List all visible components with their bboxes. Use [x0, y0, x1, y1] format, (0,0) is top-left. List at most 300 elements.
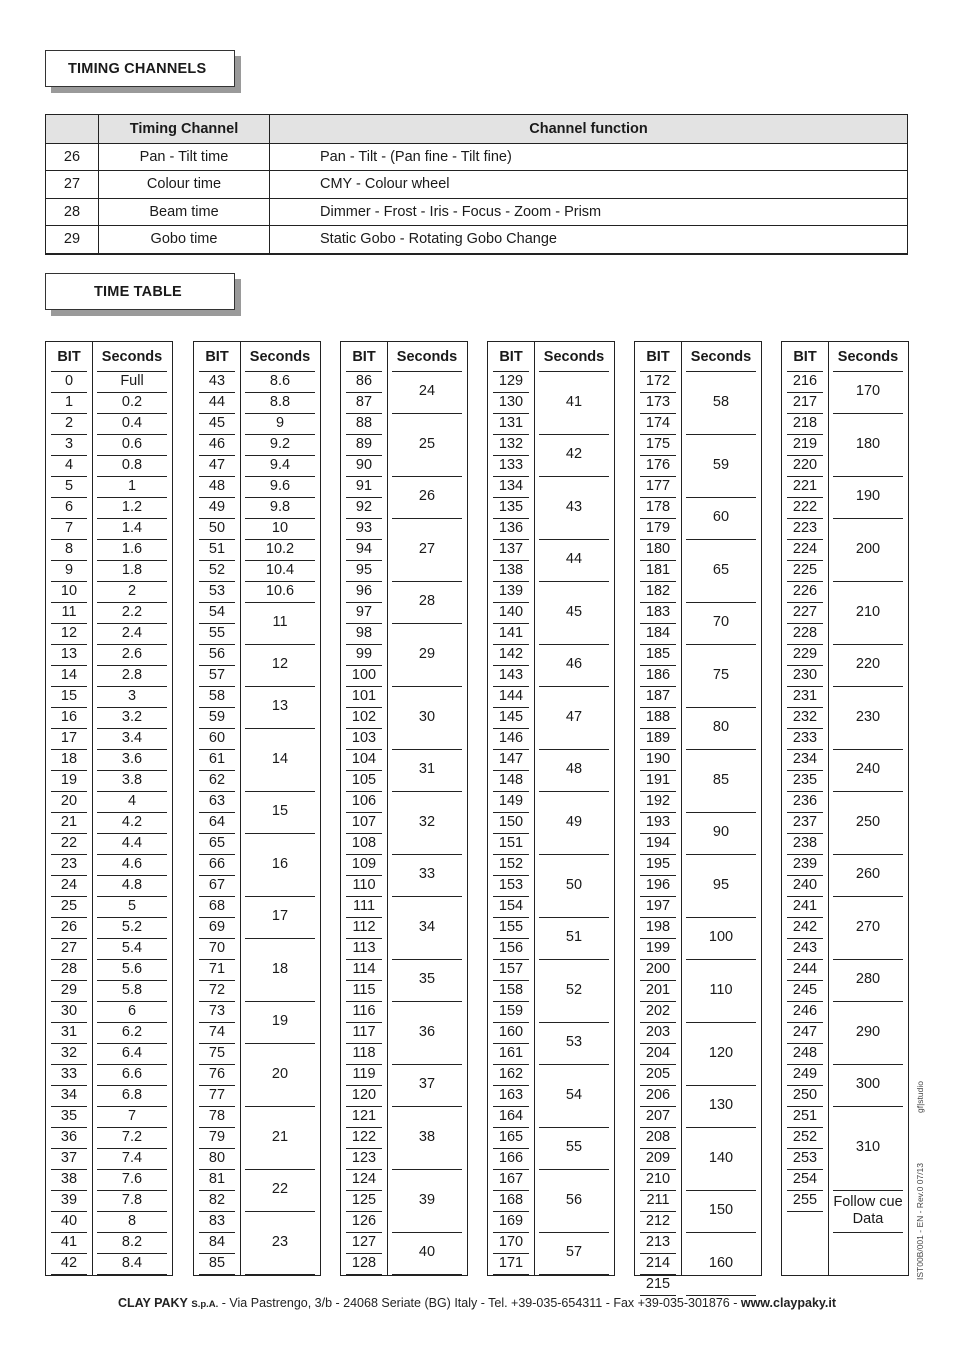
channel-function: Pan - Tilt - (Pan fine - Tilt fine) — [320, 148, 512, 165]
seconds-cell: 1.6 — [121, 540, 143, 557]
bit-cell: 80 — [208, 1149, 226, 1166]
bit-cell: 166 — [498, 1149, 524, 1166]
seconds-cell: 46 — [565, 656, 583, 673]
seconds-cell: 310 — [855, 1139, 881, 1156]
seconds-cell: 57 — [565, 1244, 583, 1261]
bit-cell: 212 — [645, 1212, 671, 1229]
seconds-cell: 100 — [708, 929, 734, 946]
bit-cell: 119 — [352, 1065, 376, 1082]
bit-cell: 117 — [352, 1023, 376, 1040]
bit-cell: 123 — [351, 1149, 377, 1166]
bit-cell: 175 — [645, 435, 671, 452]
seconds-cell: 47 — [565, 708, 583, 725]
bit-cell: 196 — [645, 876, 671, 893]
bit-cell: 59 — [208, 708, 226, 725]
bit-cell: 188 — [645, 708, 671, 725]
seconds-cell: 7.6 — [121, 1170, 143, 1187]
studio-mark: gf|studio — [915, 1081, 925, 1113]
bit-cell: 218 — [792, 414, 818, 431]
bit-cell: 241 — [792, 897, 818, 914]
bit-cell: 7 — [64, 519, 74, 536]
bit-header: BIT — [57, 349, 81, 366]
bit-cell: 203 — [645, 1023, 671, 1040]
bit-cell: 77 — [208, 1086, 226, 1103]
bit-cell: 232 — [792, 708, 818, 725]
bit-cell: 87 — [355, 393, 373, 410]
seconds-cell: 85 — [712, 771, 730, 788]
seconds-cell: Follow cue Data — [833, 1193, 903, 1227]
bit-cell: 227 — [792, 603, 818, 620]
seconds-cell: 21 — [271, 1128, 289, 1145]
bit-cell: 249 — [792, 1065, 818, 1082]
bit-row-rule — [199, 1274, 235, 1275]
bit-cell: 155 — [498, 918, 524, 935]
bit-cell: 121 — [351, 1107, 377, 1124]
seconds-cell: 8.8 — [269, 393, 291, 410]
bit-cell: 12 — [60, 624, 78, 641]
bit-row-rule — [787, 1211, 823, 1212]
bit-cell: 100 — [351, 666, 377, 683]
bit-cell: 162 — [498, 1065, 524, 1082]
seconds-cell: 7.2 — [121, 1128, 143, 1145]
bit-cell: 194 — [645, 834, 671, 851]
bit-cell: 21 — [60, 813, 78, 830]
seconds-cell: 55 — [565, 1139, 583, 1156]
bit-cell: 178 — [645, 498, 671, 515]
bit-cell: 181 — [645, 561, 671, 578]
seconds-header: Seconds — [837, 349, 899, 366]
seconds-cell: 95 — [712, 876, 730, 893]
bit-cell: 4 — [64, 456, 74, 473]
bit-cell: 88 — [355, 414, 373, 431]
header-cell-timing-channel: Timing Channel — [99, 115, 270, 143]
bit-cell: 19 — [60, 771, 78, 788]
channel-function: CMY - Colour wheel — [320, 176, 450, 193]
seconds-cell: 58 — [712, 393, 730, 410]
seconds-cell: 1 — [127, 477, 137, 494]
bit-cell: 33 — [60, 1065, 78, 1082]
bit-cell: 145 — [498, 708, 524, 725]
seconds-cell: 30 — [418, 708, 436, 725]
seconds-cell: 5.8 — [121, 981, 143, 998]
seconds-cell: 10 — [271, 519, 289, 536]
seconds-cell: 36 — [418, 1023, 436, 1040]
bit-cell: 90 — [355, 456, 373, 473]
bit-cell: 134 — [498, 477, 524, 494]
seconds-cell: 250 — [855, 813, 881, 830]
bit-cell: 28 — [60, 960, 78, 977]
bit-cell: 89 — [355, 435, 373, 452]
bit-cell: 132 — [498, 435, 524, 452]
seconds-cell: 19 — [271, 1013, 289, 1030]
bit-header: BIT — [205, 349, 229, 366]
bit-cell: 26 — [60, 918, 78, 935]
seconds-cell: 50 — [565, 876, 583, 893]
seconds-cell: 4.6 — [121, 855, 143, 872]
seconds-cell: 8.6 — [269, 372, 291, 389]
bit-cell: 57 — [208, 666, 226, 683]
bit-cell: 248 — [792, 1044, 818, 1061]
footer-company: CLAY PAKY — [117, 1296, 188, 1310]
seconds-cell: 2.4 — [121, 624, 143, 641]
channel-number: 28 — [46, 199, 99, 226]
bit-cell: 135 — [498, 498, 524, 515]
bit-cell: 55 — [208, 624, 226, 641]
bit-cell: 62 — [208, 771, 226, 788]
bit-cell: 101 — [351, 687, 377, 704]
bit-cell: 74 — [208, 1023, 226, 1040]
timing-channel: Beam time — [99, 199, 270, 226]
bit-cell: 205 — [645, 1065, 671, 1082]
bit-cell: 177 — [645, 477, 671, 494]
seconds-cell: 12 — [271, 656, 289, 673]
bit-cell: 190 — [645, 750, 671, 767]
seconds-cell: 51 — [565, 929, 583, 946]
bit-cell: 72 — [208, 981, 226, 998]
bit-cell: 247 — [792, 1023, 818, 1040]
seconds-cell: 1.2 — [121, 498, 143, 515]
bit-cell: 179 — [645, 519, 671, 536]
bit-cell: 173 — [645, 393, 671, 410]
bit-cell: 23 — [60, 855, 78, 872]
bit-cell: 199 — [645, 939, 671, 956]
bit-cell: 186 — [645, 666, 671, 683]
seconds-cell: 14 — [271, 750, 289, 767]
seconds-cell: 210 — [855, 603, 881, 620]
bit-cell: 219 — [792, 435, 818, 452]
bit-cell: 191 — [645, 771, 671, 788]
seconds-cell: 38 — [418, 1128, 436, 1145]
bit-cell: 105 — [351, 771, 377, 788]
bit-cell: 85 — [208, 1254, 226, 1271]
bit-cell: 148 — [498, 771, 524, 788]
bit-cell: 58 — [208, 687, 226, 704]
seconds-row-rule — [245, 1274, 315, 1275]
seconds-header: Seconds — [690, 349, 752, 366]
table-row — [46, 170, 907, 198]
seconds-cell: 52 — [565, 981, 583, 998]
bit-cell: 193 — [645, 813, 671, 830]
bit-cell: 184 — [645, 624, 671, 641]
bit-cell: 176 — [645, 456, 671, 473]
bit-cell: 108 — [351, 834, 377, 851]
bit-cell: 152 — [498, 855, 524, 872]
bit-cell: 141 — [498, 624, 524, 641]
bit-cell: 182 — [645, 582, 671, 599]
seconds-row-rule — [539, 1274, 609, 1275]
bit-cell: 129 — [498, 372, 524, 389]
seconds-cell: 4.4 — [121, 834, 143, 851]
bit-cell: 82 — [208, 1191, 226, 1208]
bit-cell: 79 — [208, 1128, 226, 1145]
bit-cell: 144 — [498, 687, 524, 704]
bit-cell: 143 — [498, 666, 524, 683]
seconds-cell: 5.6 — [121, 960, 143, 977]
seconds-cell: 49 — [565, 813, 583, 830]
seconds-cell: 75 — [712, 666, 730, 683]
bit-cell: 137 — [498, 540, 524, 557]
channel-number: 29 — [46, 226, 99, 253]
seconds-cell: 28 — [418, 593, 436, 610]
bit-cell: 66 — [208, 855, 226, 872]
bit-cell: 53 — [208, 582, 226, 599]
bit-cell: 14 — [60, 666, 78, 683]
bit-cell: 24 — [60, 876, 78, 893]
bit-cell: 172 — [645, 372, 671, 389]
seconds-cell: 4.2 — [121, 813, 143, 830]
seconds-cell: 0.4 — [121, 414, 143, 431]
bit-cell: 230 — [792, 666, 818, 683]
bit-cell: 83 — [208, 1212, 226, 1229]
channel-number: 26 — [46, 144, 99, 171]
seconds-cell: 9 — [275, 414, 285, 431]
bit-cell: 163 — [498, 1086, 524, 1103]
bit-cell: 109 — [351, 855, 377, 872]
bit-cell: 13 — [60, 645, 78, 662]
bit-cell: 0 — [64, 372, 74, 389]
bit-cell: 3 — [64, 435, 74, 452]
seconds-cell: 280 — [855, 971, 881, 988]
bit-cell: 231 — [792, 687, 818, 704]
bit-cell: 133 — [498, 456, 524, 473]
seconds-cell: 29 — [418, 645, 436, 662]
bit-cell: 195 — [645, 855, 671, 872]
bit-cell: 149 — [498, 792, 524, 809]
channel-number: 27 — [46, 171, 99, 198]
seconds-cell: 0.8 — [121, 456, 143, 473]
seconds-row-rule — [392, 1274, 462, 1275]
seconds-cell: 23 — [271, 1233, 289, 1250]
bit-cell: 68 — [208, 897, 226, 914]
seconds-cell: 4.8 — [121, 876, 143, 893]
seconds-cell: 170 — [855, 383, 881, 400]
bit-cell: 213 — [645, 1233, 671, 1250]
bit-cell: 211 — [646, 1191, 670, 1208]
seconds-cell: 6 — [127, 1002, 137, 1019]
bit-cell: 236 — [792, 792, 818, 809]
bit-cell: 65 — [208, 834, 226, 851]
bit-cell: 113 — [352, 939, 376, 956]
seconds-cell: 41 — [565, 393, 583, 410]
bit-cell: 116 — [352, 1002, 376, 1019]
bit-cell: 48 — [208, 477, 226, 494]
bit-cell: 91 — [355, 477, 373, 494]
bit-cell: 73 — [208, 1002, 226, 1019]
footer-website: www.claypaky.it — [740, 1296, 837, 1310]
bit-cell: 46 — [208, 435, 226, 452]
seconds-cell: 110 — [709, 981, 733, 998]
bit-row-rule — [346, 1274, 382, 1275]
bit-cell: 37 — [60, 1149, 78, 1166]
bit-cell: 30 — [60, 1002, 78, 1019]
seconds-cell: 220 — [855, 656, 881, 673]
bit-cell: 161 — [498, 1044, 524, 1061]
bit-cell: 200 — [645, 960, 671, 977]
bit-cell: 92 — [355, 498, 373, 515]
bit-cell: 22 — [60, 834, 78, 851]
bit-cell: 76 — [208, 1065, 226, 1082]
bit-cell: 210 — [645, 1170, 671, 1187]
seconds-cell: 54 — [565, 1086, 583, 1103]
table-row — [46, 198, 907, 226]
bit-cell: 31 — [60, 1023, 78, 1040]
seconds-cell: 6.4 — [121, 1044, 143, 1061]
bit-cell: 245 — [792, 981, 818, 998]
bit-cell: 122 — [351, 1128, 377, 1145]
seconds-cell: 1.4 — [121, 519, 143, 536]
table-row — [46, 143, 907, 171]
bit-cell: 214 — [645, 1254, 671, 1271]
bit-cell: 25 — [60, 897, 78, 914]
seconds-cell: 34 — [418, 918, 436, 935]
bit-cell: 44 — [208, 393, 226, 410]
seconds-cell: 9.6 — [269, 477, 291, 494]
seconds-cell: 240 — [855, 761, 881, 778]
seconds-cell: 65 — [712, 561, 730, 578]
seconds-cell: 4 — [127, 792, 137, 809]
time-table-column — [193, 341, 321, 1276]
page-footer — [0, 1296, 954, 1310]
bit-cell: 112 — [352, 918, 376, 935]
bit-cell: 243 — [792, 939, 818, 956]
bit-cell: 6 — [64, 498, 74, 515]
bit-cell: 40 — [60, 1212, 78, 1229]
seconds-header: Seconds — [543, 349, 605, 366]
bit-cell: 51 — [208, 540, 226, 557]
bit-cell: 224 — [792, 540, 818, 557]
bit-cell: 183 — [645, 603, 671, 620]
bit-cell: 106 — [351, 792, 377, 809]
bit-cell: 226 — [792, 582, 818, 599]
bit-cell: 54 — [208, 603, 226, 620]
bit-cell: 111 — [352, 897, 376, 914]
bit-cell: 180 — [645, 540, 671, 557]
bit-cell: 81 — [208, 1170, 226, 1187]
bit-cell: 110 — [352, 876, 376, 893]
bit-header: BIT — [499, 349, 523, 366]
table-header-row — [46, 115, 907, 143]
bit-cell: 45 — [208, 414, 226, 431]
seconds-header: Seconds — [249, 349, 311, 366]
bit-cell: 252 — [792, 1128, 818, 1145]
seconds-cell: 3.8 — [121, 771, 143, 788]
bit-cell: 39 — [60, 1191, 78, 1208]
bit-cell: 136 — [498, 519, 524, 536]
seconds-cell: 2.8 — [121, 666, 143, 683]
bit-header: BIT — [352, 349, 376, 366]
bit-cell: 189 — [645, 729, 671, 746]
bit-cell: 63 — [208, 792, 226, 809]
seconds-cell: 70 — [712, 614, 730, 631]
seconds-cell: 43 — [565, 498, 583, 515]
time-table-column — [781, 341, 909, 1276]
bit-cell: 43 — [208, 372, 226, 389]
seconds-cell: 17 — [271, 908, 289, 925]
seconds-cell: 3.6 — [121, 750, 143, 767]
bit-cell: 97 — [355, 603, 373, 620]
seconds-cell: 160 — [708, 1254, 734, 1271]
bit-cell: 18 — [60, 750, 78, 767]
bit-row-rule — [51, 1274, 87, 1275]
bit-cell: 208 — [645, 1128, 671, 1145]
bit-cell: 220 — [792, 456, 818, 473]
seconds-cell: 10.4 — [265, 561, 295, 578]
bit-cell: 240 — [792, 876, 818, 893]
bit-cell: 17 — [60, 729, 78, 746]
bit-cell: 67 — [208, 876, 226, 893]
time-table-title: TIME TABLE — [45, 273, 235, 310]
seconds-cell: 80 — [712, 719, 730, 736]
seconds-cell: 35 — [418, 971, 436, 988]
seconds-cell: 90 — [712, 824, 730, 841]
seconds-cell: 180 — [855, 435, 881, 452]
seconds-cell: 13 — [271, 698, 289, 715]
bit-cell: 70 — [208, 939, 226, 956]
timing-channels-table — [45, 114, 908, 255]
seconds-cell: 24 — [418, 383, 436, 400]
seconds-cell: 26 — [418, 488, 436, 505]
seconds-cell: 6.6 — [121, 1065, 143, 1082]
seconds-cell: 39 — [418, 1191, 436, 1208]
channel-function: Static Gobo - Rotating Gobo Change — [320, 231, 557, 248]
seconds-cell: 130 — [708, 1097, 734, 1114]
bit-cell: 131 — [498, 414, 524, 431]
timing-channel: Gobo time — [99, 226, 270, 253]
bit-cell: 138 — [498, 561, 524, 578]
bit-cell: 157 — [498, 960, 524, 977]
seconds-cell: 9.2 — [269, 435, 291, 452]
seconds-cell: 190 — [855, 488, 881, 505]
bit-cell: 130 — [498, 393, 524, 410]
seconds-cell: 5.4 — [121, 939, 143, 956]
bit-cell: 98 — [355, 624, 373, 641]
seconds-cell: 33 — [418, 866, 436, 883]
seconds-cell: 37 — [418, 1076, 436, 1093]
seconds-cell: 2 — [127, 582, 137, 599]
seconds-row-rule — [97, 1274, 167, 1275]
bit-cell: 233 — [792, 729, 818, 746]
bit-cell: 159 — [498, 1002, 524, 1019]
bit-cell: 34 — [60, 1086, 78, 1103]
bit-cell: 78 — [208, 1107, 226, 1124]
bit-cell: 147 — [498, 750, 524, 767]
bit-cell: 96 — [355, 582, 373, 599]
bit-cell: 52 — [208, 561, 226, 578]
bit-cell: 234 — [792, 750, 818, 767]
bit-cell: 255 — [792, 1191, 818, 1208]
seconds-cell: 9.8 — [269, 498, 291, 515]
header-cell-number — [46, 115, 99, 143]
bit-cell: 86 — [355, 372, 373, 389]
seconds-cell: 5.2 — [121, 918, 143, 935]
bit-cell: 32 — [60, 1044, 78, 1061]
bit-cell: 102 — [351, 708, 377, 725]
seconds-cell: 0.2 — [121, 393, 143, 410]
side-doc-code — [915, 1070, 927, 1280]
bit-cell: 10 — [60, 582, 78, 599]
bit-cell: 64 — [208, 813, 226, 830]
bit-cell: 104 — [351, 750, 377, 767]
bit-cell: 5 — [64, 477, 74, 494]
bit-cell: 128 — [351, 1254, 377, 1271]
bit-cell: 242 — [792, 918, 818, 935]
bit-cell: 246 — [792, 1002, 818, 1019]
bit-cell: 170 — [498, 1233, 524, 1250]
bit-cell: 75 — [208, 1044, 226, 1061]
seconds-cell: 3.2 — [121, 708, 143, 725]
seconds-cell: 260 — [855, 866, 881, 883]
seconds-cell: 56 — [565, 1191, 583, 1208]
